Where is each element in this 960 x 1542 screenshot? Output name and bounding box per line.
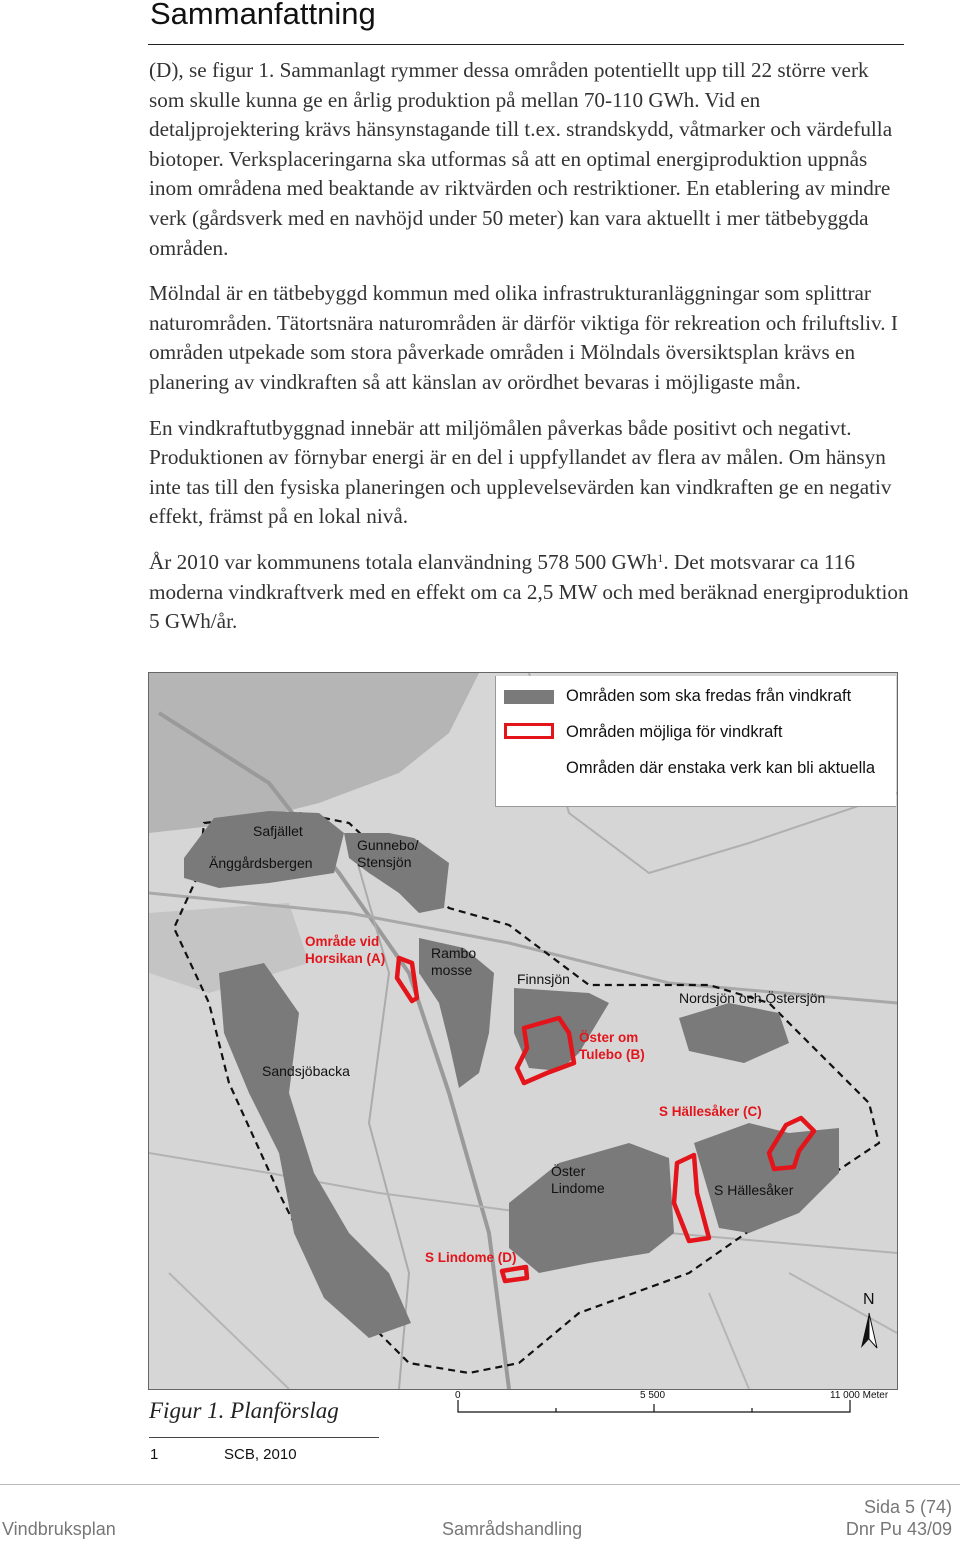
legend-swatch-possible [504, 723, 554, 739]
label-anggardsbergen: Änggårdsbergen [209, 855, 313, 871]
label-rambo: Rambo mosse [431, 945, 477, 978]
label-lindome-d: S Lindome (D) [425, 1250, 517, 1265]
label-horsikan: Område vid Horsikan (A) [305, 934, 386, 966]
legend-swatch-protected [504, 690, 554, 704]
label-north: N [863, 1291, 875, 1308]
figure-caption: Figur 1. Planförslag [149, 1398, 339, 1423]
header-rule [148, 44, 904, 45]
footnote-text: SCB, 2010 [224, 1446, 297, 1463]
footer-rule [0, 1484, 960, 1485]
paragraph-1: (D), se figur 1. Sammanlagt rymmer dessa områden potentiellt upp till 22 större verk som skulle kunna ge en årlig produktion på mellan 70-110 GWh. Vid en detaljprojektering krävs hänsynstagande till t.ex. strandskydd, våtmarker och värdefulla biotoper. Verksplaceringarna ska utformas så att en optimal energiproduktion uppnås inom områdena med beaktande av riktvärden och restriktioner. En etablering av mindre verk (gårdsverk med en navhöjd under 50 meter) kan vara aktuellt i mer tätbebyggda områden. [149, 58, 893, 260]
scale-label-mid: 5 500 [640, 1390, 666, 1401]
label-gunnebo: Gunnebo/ Stensjön [357, 837, 419, 870]
page-title: Sammanfattning [150, 0, 376, 31]
footnote-rule [149, 1437, 379, 1438]
scale-label-end: 11 000 Meter [830, 1390, 889, 1401]
label-tulebo: Öster om Tulebo (B) [579, 1030, 645, 1062]
footer-doc-status: Samrådshandling [442, 1519, 583, 1539]
scale-bar [450, 1398, 870, 1418]
map-legend [495, 676, 896, 807]
paragraph-3: En vindkraftutbyggnad innebär att miljömålen påverkas både positivt och negativt. Produktionen av förnybar energi är en del i uppfyllandet av flera av målen. Om hänsyn inte tas till den fysiska planeringen och upplevelsevärden kan vindkraften ge en negativ effekt, främst på en lokal nivå. [149, 415, 892, 529]
label-oster-lindome: Öster Lindome [551, 1163, 605, 1196]
label-hallesaker-c: S Hällesåker (C) [659, 1104, 762, 1119]
label-hallesaker: S Hällesåker [714, 1182, 794, 1198]
footer-page-number: Sida 5 (74) [863, 1497, 952, 1517]
legend-label-possible: Områden möjliga för vindkraft [566, 723, 783, 741]
paragraph-2: Mölndal är en tätbebyggd kommun med olika infrastrukturanläggningar som splittrar naturområden. Tätortsnära naturområden är därför viktiga för rekreation och friluftsliv. I områden utpekade som stora påverkade områden i Mölndals översiktsplan krävs en planering av vindkraften så att känslan av orördhet bevaras i möjligaste mån. [149, 281, 898, 394]
body-text [149, 56, 909, 653]
label-finnsjon: Finnsjön [517, 971, 570, 987]
paragraph-4-end: . Det motsvarar ca 116 moderna vindkraftverk med en effekt om ca 2,5 MW och med beräknad energiproduktion 5 GWh/år. [149, 549, 909, 634]
footnote-ref: 1 [657, 550, 664, 565]
legend-label-protected: Områden som ska fredas från vindkraft [566, 687, 852, 705]
footer-doc-ref: Dnr Pu 43/09 [845, 1519, 952, 1539]
footer-doc-name: Vindbruksplan [2, 1519, 116, 1539]
paragraph-4 [149, 548, 909, 637]
label-nordsjon: Nordsjön och Östersjön [679, 990, 826, 1006]
label-sandsjobacka: Sandsjöbacka [262, 1063, 350, 1079]
paragraph-4-start: År 2010 var kommunens totala elanvändning 578 500 GWh [149, 549, 658, 574]
label-safjallet: Safjället [253, 823, 303, 839]
footnote-number: 1 [150, 1446, 159, 1463]
legend-label-single: Områden där enstaka verk kan bli aktuella [566, 759, 876, 777]
scale-label-0: 0 [455, 1390, 461, 1401]
